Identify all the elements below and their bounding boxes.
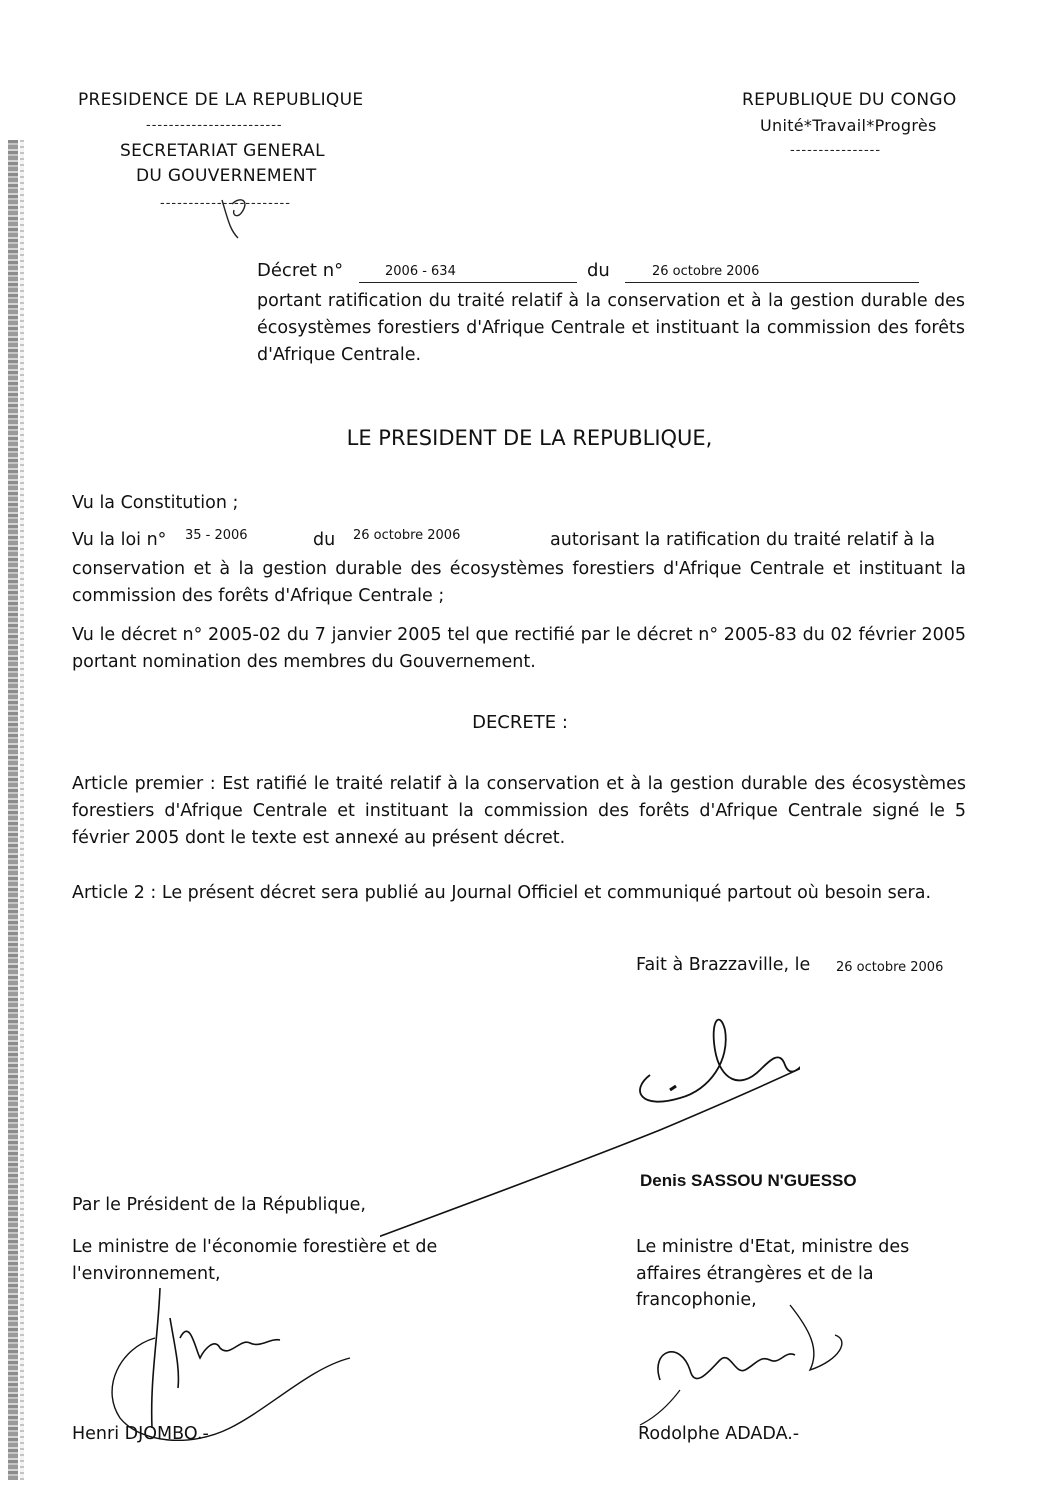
scan-margin-bar: [8, 140, 18, 1480]
visa-loi-text-first: autorisant la ratification du traité relatif à la: [550, 530, 936, 550]
initials-mark: [210, 190, 270, 250]
visa-constitution: Vu la Constitution ;: [72, 493, 239, 513]
visa-loi-text-rest: conservation et à la gestion durable des écosystèmes forestiers d'Afrique Centrale et instituant la commission des forêts d'Afrique Centrale ;: [72, 559, 966, 606]
decree-date-label: du: [587, 260, 610, 281]
article-2-label: Article 2 :: [72, 883, 157, 903]
countersign-right-title-2: affaires étrangères et de la: [636, 1264, 874, 1284]
decree-subject: portant ratification du traité relatif à la conservation et à la gestion durable des écosystèmes forestiers d'Afrique Centrale et instituant la commission des forêts d'Afrique Centrale.: [257, 291, 965, 365]
decree-number-row: [257, 258, 957, 288]
countersign-right-name: Rodolphe ADADA.-: [638, 1424, 800, 1444]
signing-place: Fait à Brazzaville, le: [636, 955, 811, 975]
countersign-right-title-1: Le ministre d'Etat, ministre des: [636, 1237, 910, 1257]
countersign-left-title-1: Le ministre de l'économie forestière et de: [72, 1237, 438, 1257]
president-name: Denis SASSOU N'GUESSO: [640, 1171, 857, 1190]
president-heading: LE PRESIDENT DE LA REPUBLIQUE,: [346, 426, 713, 450]
header-gouvernement: DU GOUVERNEMENT: [136, 166, 317, 186]
article-premier: [72, 771, 966, 852]
countersign-intro: Par le Président de la République,: [72, 1195, 366, 1215]
countersign-left-name: Henri DJOMBO.-: [72, 1424, 209, 1444]
article-premier-label: Article premier :: [72, 774, 216, 794]
decree-number-line: [359, 282, 577, 283]
header-presidence: PRESIDENCE DE LA REPUBLIQUE: [78, 90, 364, 110]
decree-date: 26 octobre 2006: [652, 264, 760, 279]
visa-loi-first-line: [72, 528, 966, 556]
countersign-left-title-2: l'environnement,: [72, 1264, 221, 1284]
visa-loi-date: 26 octobre 2006: [353, 528, 461, 543]
article-2: [72, 880, 966, 907]
article-2-text: Le présent décret sera publié au Journal Officiel et communiqué partout où besoin sera.: [161, 883, 932, 903]
decree-number-label: Décret n°: [257, 260, 344, 281]
header-republique-congo: REPUBLIQUE DU CONGO: [742, 90, 957, 110]
scan-margin-bar-inner: [20, 140, 24, 1480]
decrete-heading: DECRETE :: [472, 712, 568, 733]
decree-date-line: [625, 282, 919, 283]
president-signature: [380, 960, 800, 1260]
header-left-separator-2: -----------------------: [160, 196, 291, 211]
article-premier-text: Est ratifié le traité relatif à la conservation et à la gestion durable des écosystèmes forestiers d'Afrique Centrale et instituant la commission des forêts d'Afrique Centrale signé le 5 février 2005 dont le texte est annexé au présent décret.: [72, 774, 966, 848]
header-left-separator-1: ------------------------: [146, 118, 283, 133]
signing-date: 26 octobre 2006: [836, 960, 944, 975]
adada-signature: [620, 1300, 880, 1440]
decree-number: 2006 - 634: [385, 264, 456, 279]
visa-loi-prefix: Vu la loi n°: [72, 530, 167, 550]
countersign-right-title-3: francophonie,: [636, 1290, 757, 1310]
header-right-separator: ----------------: [790, 143, 882, 158]
header-motto: Unité*Travail*Progrès: [760, 116, 937, 135]
visa-loi-number: 35 - 2006: [185, 528, 248, 543]
visa-loi-du: du: [313, 530, 336, 550]
header-secretariat: SECRETARIAT GENERAL: [120, 141, 325, 161]
visa-decret: Vu le décret n° 2005-02 du 7 janvier 2005 tel que rectifié par le décret n° 2005-83 du 02 février 2005 portant nomination des membres du Gouvernement.: [72, 625, 966, 672]
